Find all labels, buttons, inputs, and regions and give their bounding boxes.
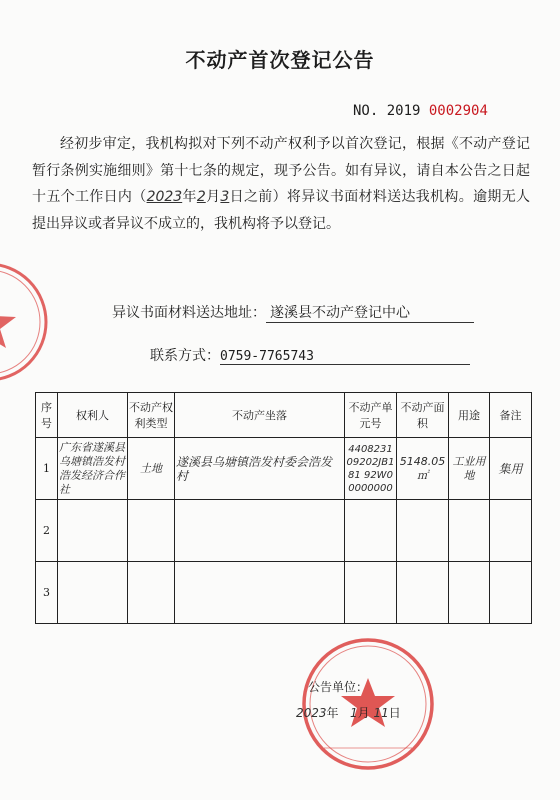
header-holder: 权利人	[58, 393, 128, 438]
table-row	[36, 500, 532, 562]
cell-seq: 1	[36, 438, 58, 500]
header-use: 用途	[449, 393, 490, 438]
deadline-month: 2	[196, 189, 206, 205]
cell-holder	[58, 500, 128, 562]
cell-holder: 广东省遂溪县乌塘镇浩发村浩发经济合作社	[58, 438, 128, 500]
table-row	[36, 562, 532, 624]
cell-unit-no: 440823109202JB181 92W00000000	[345, 438, 397, 500]
deadline-month-unit: 月	[205, 189, 221, 205]
page-title: 不动产首次登记公告	[185, 48, 375, 72]
cell-seq: 2	[36, 500, 58, 562]
deadline-year: 2023	[146, 189, 183, 205]
cell-location: 遂溪县乌塘镇浩发村委会浩发村	[175, 438, 345, 500]
header-location: 不动产坐落	[175, 393, 345, 438]
cell-right-type	[128, 500, 175, 562]
registration-table	[35, 392, 532, 624]
cell-area	[397, 500, 449, 562]
issue-date-month: 1	[350, 706, 358, 720]
cell-location	[175, 500, 345, 562]
issue-date-month-unit: 月	[357, 706, 370, 720]
contact-phone-value: 0759-7765743	[220, 349, 470, 365]
notice-body	[32, 131, 530, 237]
issue-date-day: 11	[373, 706, 389, 720]
document-number-serial: 0002904	[428, 103, 488, 119]
table-header-row	[36, 393, 532, 438]
cell-use: 工业用地	[449, 438, 490, 500]
issue-date	[296, 704, 401, 721]
cell-unit-no	[345, 500, 397, 562]
document-number-prefix: NO. 2019	[353, 103, 421, 119]
cell-holder	[58, 562, 128, 624]
document-number	[353, 103, 488, 119]
issue-date-year: 2023	[296, 706, 327, 720]
header-unit-no: 不动产单元号	[345, 393, 397, 438]
table-row	[36, 438, 532, 500]
cell-note	[490, 500, 532, 562]
header-note: 备注	[490, 393, 532, 438]
cell-right-type: 土地	[128, 438, 175, 500]
header-right-type: 不动产权利类型	[128, 393, 175, 438]
cell-note	[490, 562, 532, 624]
cell-location	[175, 562, 345, 624]
cell-area: 5148.05㎡	[397, 438, 449, 500]
notice-body-part2: 日之前）将异议书面材料送达我机构。逾期无人提出异议或者异议不成立的，我机构将予以登记。	[32, 189, 531, 232]
issue-date-day-unit: 日	[388, 706, 401, 720]
cell-area	[397, 562, 449, 624]
deadline-day: 3	[220, 189, 230, 205]
cell-use	[449, 500, 490, 562]
notice-body-part1: 经初步审定，我机构拟对下列不动产权利予以首次登记，根据《不动产登记暂行条例实施细则》第十七条的规定，现予公告。如有异议，请自本公告之日起十五个工作日内（	[32, 136, 530, 205]
header-seq: 序号	[36, 393, 58, 438]
issue-date-year-unit: 年	[326, 706, 339, 720]
cell-right-type	[128, 562, 175, 624]
objection-address-value: 遂溪县不动产登记中心	[266, 302, 474, 323]
header-area: 不动产面 积	[397, 393, 449, 438]
official-seal-partial-icon	[0, 260, 50, 385]
cell-use	[449, 562, 490, 624]
contact-phone	[150, 345, 470, 365]
cell-note: 集用	[490, 438, 532, 500]
objection-address	[112, 302, 474, 323]
contact-phone-label: 联系方式：	[150, 348, 220, 364]
issuer-label: 公告单位：	[308, 680, 369, 694]
cell-seq: 3	[36, 562, 58, 624]
deadline-year-unit: 年	[182, 189, 197, 205]
cell-unit-no	[345, 562, 397, 624]
objection-address-label: 异议书面材料送达地址：	[112, 305, 266, 321]
